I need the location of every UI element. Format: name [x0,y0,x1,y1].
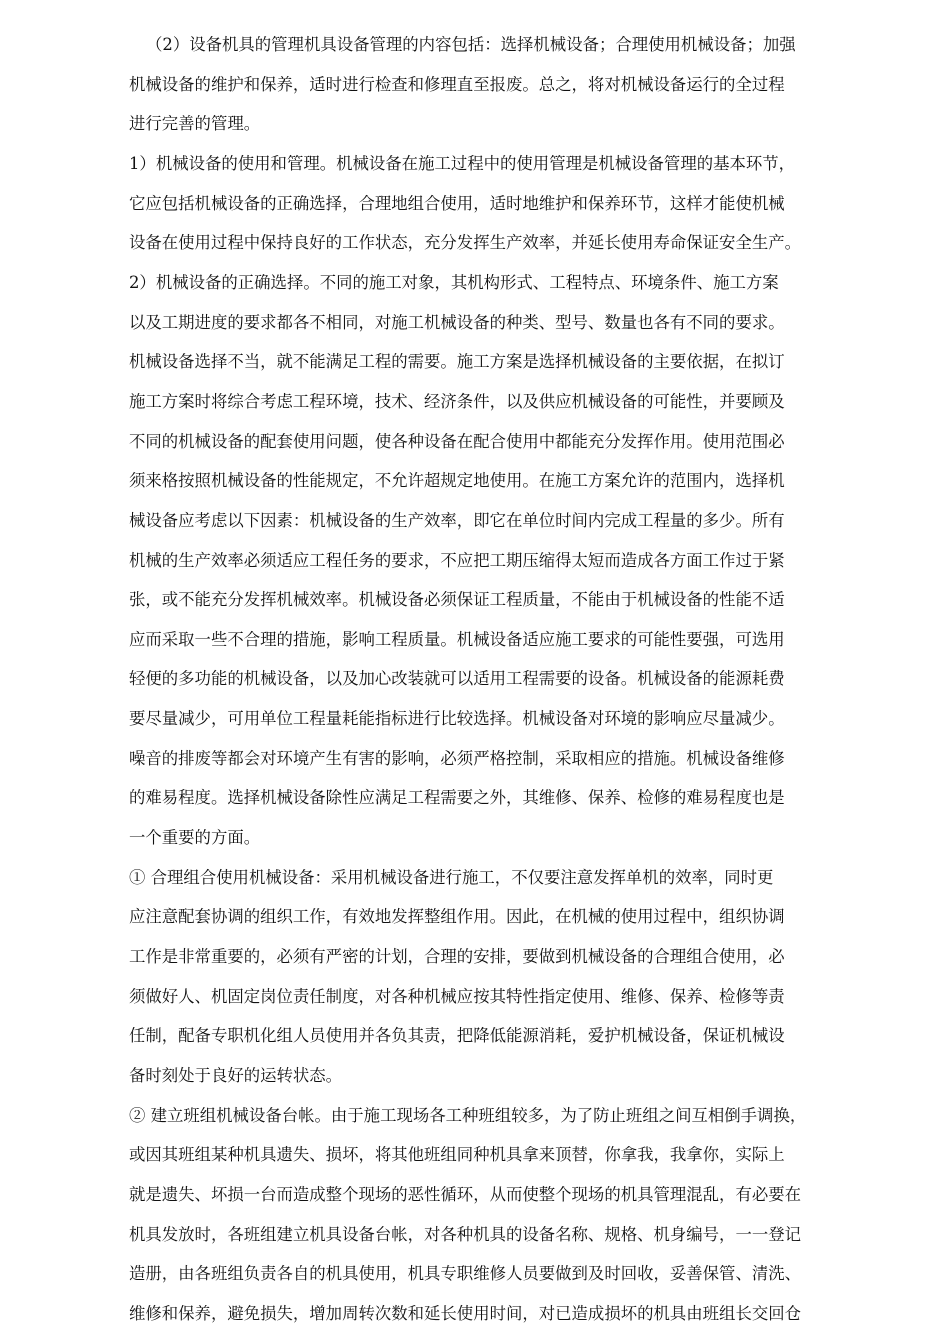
text-line: ② 建立班组机械设备台帐。由于施工现场各工种班组较多，为了防止班组之间互相倒手调换， [129,1106,807,1125]
text-line: 1）机械设备的使用和管理。机械设备在施工过程中的使用管理是机械设备管理的基本环节， [129,154,796,173]
text-line: 2）机械设备的正确选择。不同的施工对象，其机构形式、工程特点、环境条件、施工方案 [129,273,779,292]
text-line: 机械设备的维护和保养，适时进行检查和修理直至报废。总之，将对机械设备运行的全过程 [129,75,785,94]
text-line: 进行完善的管理。 [129,114,261,133]
text-line: 备时刻处于良好的运转状态。 [129,1066,343,1085]
text-line: 械设备应考虑以下因素：机械设备的生产效率，即它在单位时间内完成工程量的多少。所有 [129,511,785,530]
text-line: 或因其班组某种机具遗失、损坏，将其他班组同种机具拿来顶替，你拿我，我拿你，实际上 [129,1145,785,1164]
text-line: 应注意配套协调的组织工作，有效地发挥整组作用。因此，在机械的使用过程中，组织协调 [129,907,785,926]
text-line: 的难易程度。选择机械设备除性应满足工程需要之外，其维修、保养、检修的难易程度也是 [129,788,785,807]
text-line: 要尽量减少，可用单位工程量耗能指标进行比较选择。机械设备对环境的影响应尽量减少。 [129,709,785,728]
text-line: 施工方案时将综合考虑工程环境，技术、经济条件，以及供应机械设备的可能性，并要顾及 [129,392,785,411]
text-line: 以及工期进度的要求都各不相同，对施工机械设备的种类、型号、数量也各有不同的要求。 [129,313,785,332]
text-line: （2）设备机具的管理机具设备管理的内容包括：选择机械设备；合理使用机械设备；加强 [146,35,796,54]
text-line: 机械的生产效率必须适应工程任务的要求，不应把工期压缩得太短而造成各方面工作过于紧 [129,551,785,570]
text-line: 就是遗失、坏损一台而造成整个现场的恶性循环，从而使整个现场的机具管理混乱，有必要在 [129,1185,802,1204]
text-line: 工作是非常重要的，必须有严密的计划，合理的安排，要做到机械设备的合理组合使用，必 [129,947,785,966]
text-line: 一个重要的方面。 [129,828,261,847]
text-line: 任制，配备专职机化组人员使用并各负其责，把降低能源消耗，爱护机械设备，保证机械设 [129,1026,785,1045]
text-line: ① 合理组合使用机械设备：采用机械设备进行施工，不仅要注意发挥单机的效率，同时更 [129,868,774,887]
text-line: 须来格按照机械设备的性能规定，不允许超规定地使用。在施工方案允许的范围内，选择机 [129,471,785,490]
text-line: 造册，由各班组负责各自的机具使用，机具专职维修人员要做到及时回收，妥善保管、清洗、 [129,1264,802,1283]
text-line: 噪音的排废等都会对环境产生有害的影响，必须严格控制，采取相应的措施。机械设备维修 [129,749,785,768]
text-line: 须做好人、机固定岗位责任制度，对各种机械应按其特性指定使用、维修、保养、检修等责 [129,987,785,1006]
text-line: 轻便的多功能的机械设备，以及加心改装就可以适用工程需要的设备。机械设备的能源耗费 [129,669,785,688]
text-line: 它应包括机械设备的正确选择，合理地组合使用，适时地维护和保养环节，这样才能使机械 [129,194,785,213]
text-line: 机械设备选择不当，就不能满足工程的需要。施工方案是选择机械设备的主要依据，在拟订 [129,352,785,371]
text-line: 维修和保养，避免损失，增加周转次数和延长使用时间，对已造成损坏的机具由班组长交回仓 [129,1304,802,1323]
text-line: 应而采取一些不合理的措施，影响工程质量。机械设备适应施工要求的可能性要强，可选用 [129,630,785,649]
text-line: 设备在使用过程中保持良好的工作状态，充分发挥生产效率，并延长使用寿命保证安全生产。 [129,233,802,252]
text-line: 张，或不能充分发挥机械效率。机械设备必须保证工程质量，不能由于机械设备的性能不适 [129,590,785,609]
text-line: 不同的机械设备的配套使用问题，使各种设备在配合使用中都能充分发挥作用。使用范围必 [129,432,785,451]
text-line: 机具发放时，各班组建立机具设备台帐，对各种机具的设备名称、规格、机身编号，一一登记 [129,1225,802,1244]
